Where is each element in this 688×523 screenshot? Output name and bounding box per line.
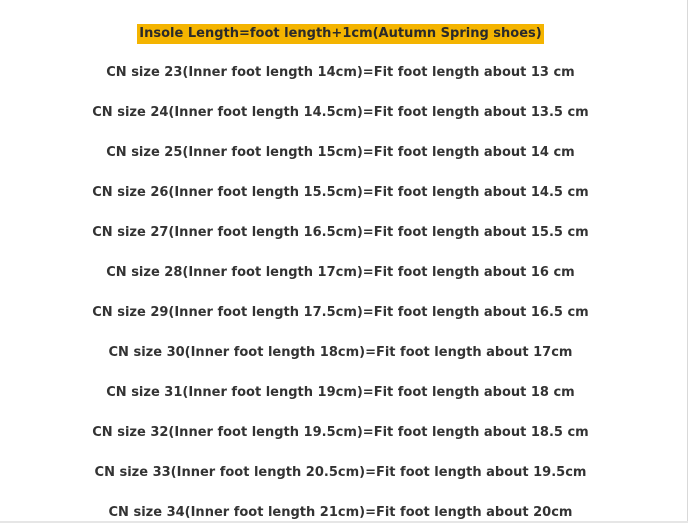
size-row-cn-34: CN size 34(Inner foot length 21cm)=Fit foot length about 20cm <box>108 505 573 520</box>
size-row-cn-27: CN size 27(Inner foot length 16.5cm)=Fit foot length about 15.5 cm <box>92 225 589 240</box>
size-row-cn-29: CN size 29(Inner foot length 17.5cm)=Fit foot length about 16.5 cm <box>92 305 589 320</box>
size-chart-list <box>0 62 681 523</box>
insole-length-heading: Insole Length=foot length+1cm(Autumn Spring shoes) <box>137 24 543 44</box>
size-row-cn-33: CN size 33(Inner foot length 20.5cm)=Fit foot length about 19.5cm <box>94 465 587 480</box>
heading-container <box>0 22 681 44</box>
size-row-cn-31: CN size 31(Inner foot length 19cm)=Fit foot length about 18 cm <box>106 385 575 400</box>
size-row-cn-32: CN size 32(Inner foot length 19.5cm)=Fit foot length about 18.5 cm <box>92 425 589 440</box>
size-row-cn-30: CN size 30(Inner foot length 18cm)=Fit foot length about 17cm <box>108 345 573 360</box>
size-row-cn-28: CN size 28(Inner foot length 17cm)=Fit foot length about 16 cm <box>106 265 575 280</box>
size-row-cn-25: CN size 25(Inner foot length 15cm)=Fit foot length about 14 cm <box>106 145 575 160</box>
size-row-cn-23: CN size 23(Inner foot length 14cm)=Fit foot length about 13 cm <box>106 65 575 80</box>
size-row-cn-24: CN size 24(Inner foot length 14.5cm)=Fit foot length about 13.5 cm <box>92 105 589 120</box>
size-row-cn-26: CN size 26(Inner foot length 15.5cm)=Fit foot length about 14.5 cm <box>92 185 589 200</box>
